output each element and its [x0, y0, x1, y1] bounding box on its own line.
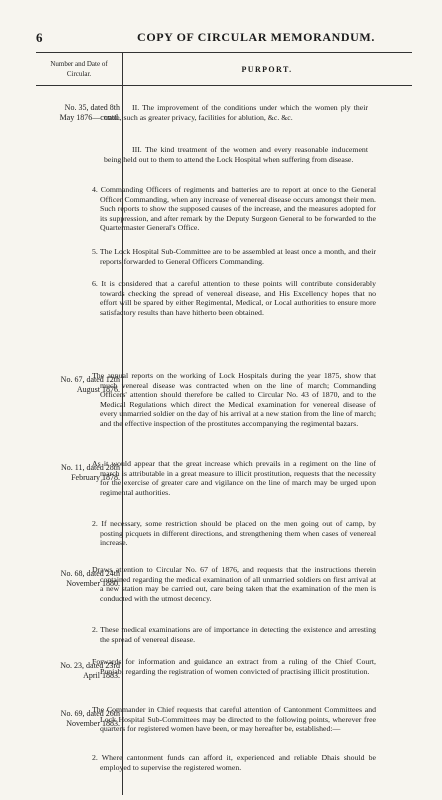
purport-paragraph: Forwards for information and guidance an extract from a ruling of the Chief Court, Punjab, regarding the registration of women convicted of practising illicit prostitution. [92, 657, 376, 676]
entry-date: November 1883. [66, 719, 120, 728]
entry-date: August 1876. [76, 385, 120, 394]
purport-paragraph: 6. It is considered that a careful attention to these points will contribute considerably towards checking the spread of venereal disease, and His Excellency hopes that no effort will be spared by either Regimental, Medical, or Local authorities to ensure more satisfactory results than have hitherto been obtained. [92, 279, 376, 317]
entry-number: No. 35, dated 8th [64, 103, 120, 112]
entry-date: February 1878. [71, 473, 120, 482]
memorandum-table [36, 52, 412, 795]
entry-number: No. 11, dated 28th [60, 463, 120, 472]
column-header-line: Circular. [66, 70, 92, 78]
entry-number: No. 69, dated 26th [60, 709, 120, 718]
purport-paragraph: III. The kind treatment of the women and every reasonable inducement being held out to them to attend the Lock Hospital when suffering from disease. [104, 145, 368, 164]
purport-paragraph: 5. The Lock Hospital Sub-Committee are to be assembled at least once a month, and their reports forwarded to General Officers Commanding. [92, 247, 376, 266]
purport-paragraph: 2. These medical examinations are of importance in detecting the existence and arresting the spread of venereal disease. [92, 625, 376, 644]
header-rule [36, 85, 412, 86]
entry-date: May 1876—contd. [59, 113, 120, 122]
purport-paragraph: The annual reports on the working of Lock Hospitals during the year 1875, show that much venereal disease was contracted when on the line of march; Commanding Officers' attention should therefore be called to Circular No. 43 of 1870, and to the Medical Regulations which direct the Medical examination for venereal disease of every unmarried soldier on the day of his arrival at a new station from the line of march; and the effective inspection of the prostitutes accompanying the regimental bazars. [92, 371, 376, 428]
running-title: COPY OF CIRCULAR MEMORANDUM. [137, 30, 375, 44]
running-head [0, 30, 442, 46]
column-header-number-date [36, 59, 122, 79]
purport-paragraph: 2. If necessary, some restriction should be placed on the men going out of camp, by posting picquets in different directions, and strengthening them when cases of venereal increase. [92, 519, 376, 548]
purport-paragraph: The Commander in Chief requests that careful attention of Cantonment Committees and Lock Hospital Sub-Committees may be directed to the following points, wherever free quarters for registered women have been, or may hereafter be, established:— [92, 705, 376, 734]
column-header-line: Number and Date of [50, 60, 108, 68]
purport-paragraph: As it would appear that the great increase which prevails in a regiment on the line of march is attributable in a great measure to illicit prostitution, requests that the necessity for the exercise of greater care and vigilance on the line of march may be urged upon regimental authorities. [92, 459, 376, 497]
entry-number: No. 23, dated 23rd [60, 661, 120, 670]
purport-paragraph: 2. Where cantonment funds can afford it, experienced and reliable Dhais should be employed to supervise the registered women. [92, 753, 376, 772]
entry-number: No. 68, dated 24th [60, 569, 120, 578]
entry-date: November 1880. [66, 579, 120, 588]
entry-date: April 1883. [83, 671, 120, 680]
column-header-purport: PURPORT. [241, 65, 293, 74]
purport-paragraph: 4. Commanding Officers of regiments and batteries are to report at once to the General Officer Commanding, when any increase of venereal disease occurs amongst their men. Such reports to show the supposed causes of the increase, and the measures adopted for its suppression, and after remark by the Deputy Surgeon General to be forwarded to the Quartermaster General's Office. [92, 185, 376, 233]
entry-number: No. 67, dated 12th [60, 375, 120, 384]
purport-paragraph: Draws attention to Circular No. 67 of 1876, and requests that the instructions therein contained regarding the medical examination of all unmarried soldiers on first arrival at a new station may be carried out, care being taken that the examination of the men is conducted with the utmost decency. [92, 565, 376, 603]
page-number: 6 [36, 30, 43, 45]
purport-paragraph: II. The improvement of the conditions under which the women ply their trade, such as greater privacy, facilities for ablution, &c. &c. [104, 103, 368, 122]
